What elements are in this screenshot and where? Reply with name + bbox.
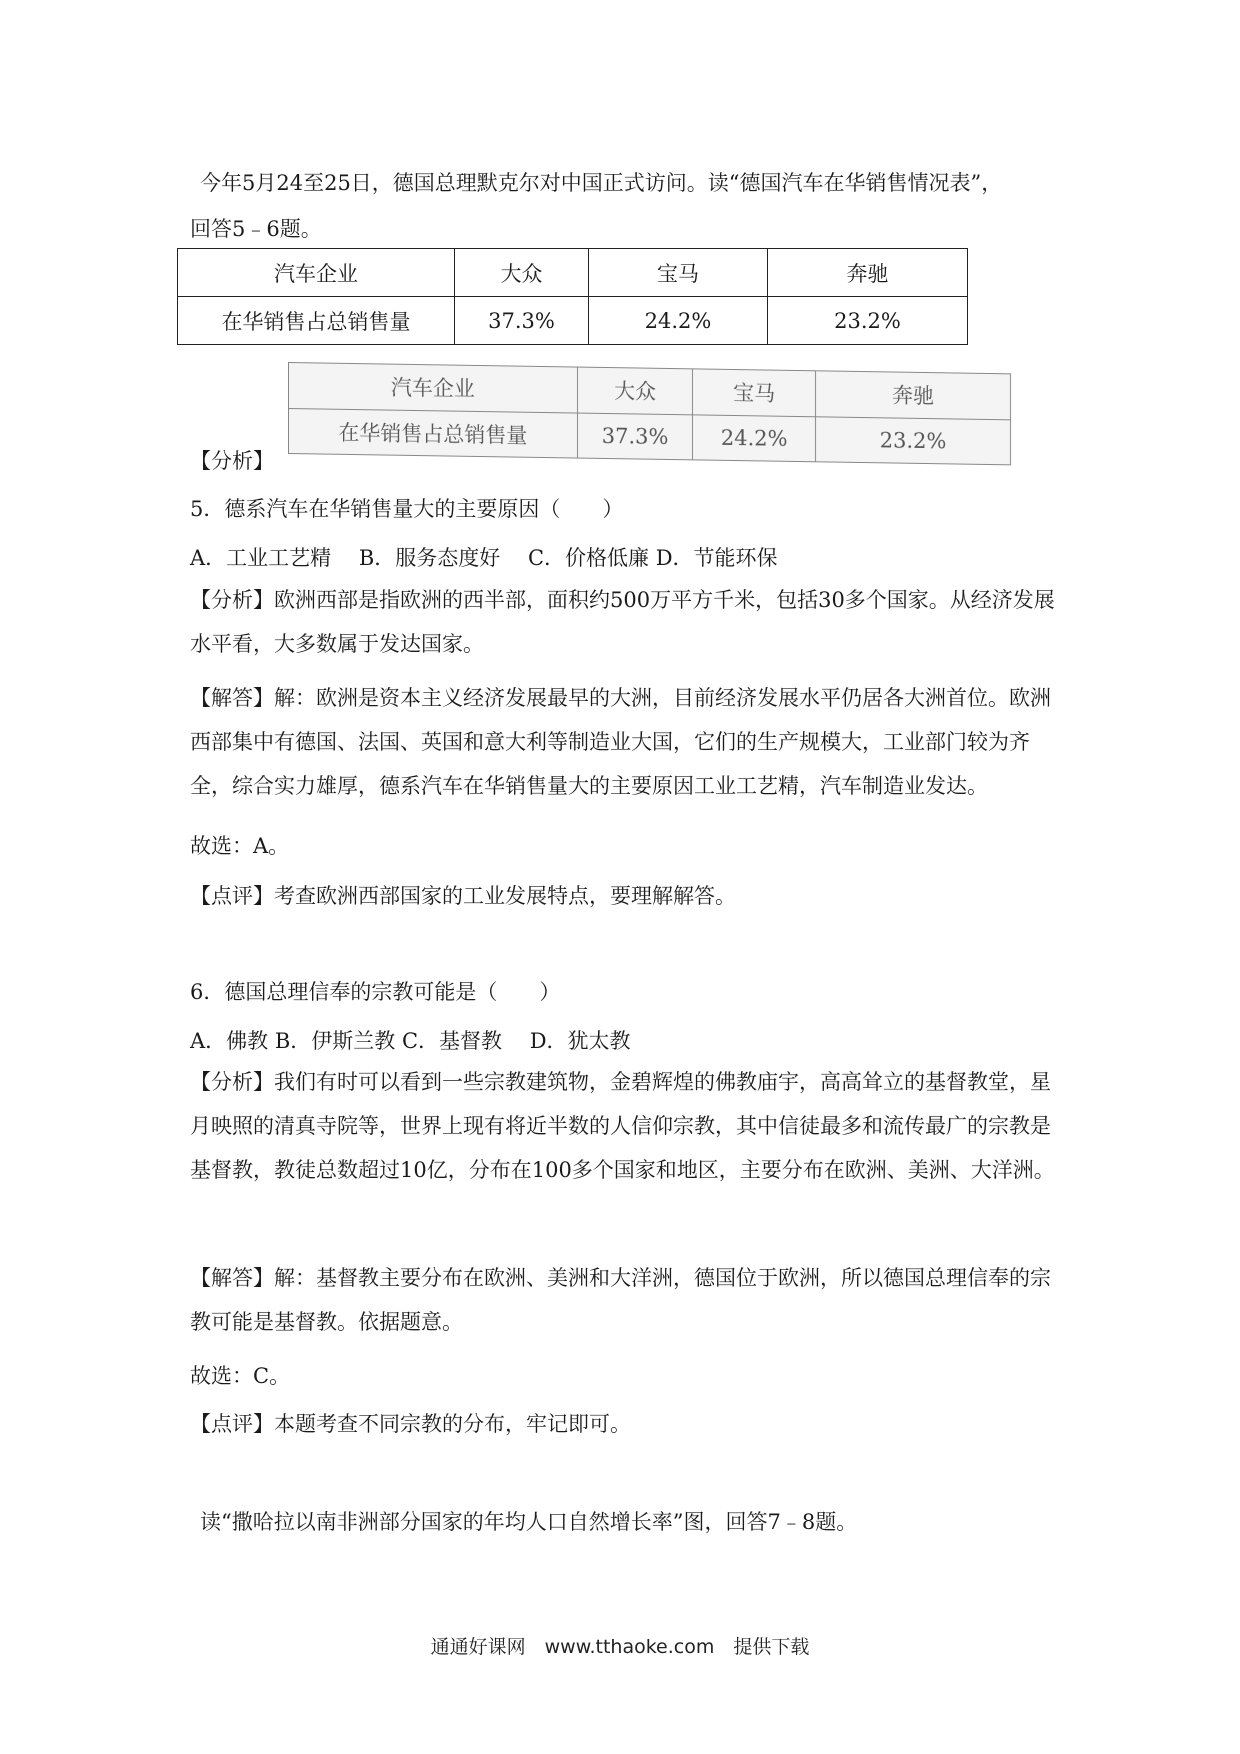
q5-solution: 【解答】解：欧洲是资本主义经济发展最早的大洲，目前经济发展水平仍居各大洲首位。欧洲西部集中有德国、法国、英国和意大利等制造业大国，它们的生产规模大，工业部门较为齐全，综合实力雄厚，德系汽车在华销售量大的主要原因工业工艺精，汽车制造业发达。 xyxy=(190,686,1051,798)
q6-comment: 【点评】本题考查不同宗教的分布，牢记即可。 xyxy=(190,1412,631,1436)
q6-answer: 故选：C。 xyxy=(190,1364,291,1388)
header-cell: 大众 xyxy=(455,249,589,297)
q5-options: A．工业工艺精 B．服务态度好 C．价格低廉 D．节能环保 xyxy=(190,546,778,570)
header-cell: 奔驰 xyxy=(768,249,968,297)
table-row xyxy=(178,297,968,345)
scanned-cell: 24.2% xyxy=(693,414,816,461)
table-header-row xyxy=(178,249,968,297)
page-footer: 通通好课网 www.tthaoke.com 提供下载 xyxy=(430,1636,810,1658)
q6-options: A．佛教 B．伊斯兰教 C．基督教 D．犹太教 xyxy=(190,1029,631,1053)
scanned-table-image xyxy=(288,362,1011,465)
header-cell: 宝马 xyxy=(589,249,768,297)
table-cell: 在华销售占总销售量 xyxy=(178,297,455,345)
scanned-table xyxy=(288,362,1011,465)
scanned-cell: 在华销售占总销售量 xyxy=(289,408,578,458)
scanned-cell: 宝马 xyxy=(693,369,816,416)
q6-analysis: 【分析】我们有时可以看到一些宗教建筑物，金碧辉煌的佛教庙宇，高高耸立的基督教堂，星月映照的清真寺院等，世界上现有将近半数的人信仰宗教，其中信徒最多和流传最广的宗教是基督教，教徒总数超过10亿，分布在100多个国家和地区，主要分布在欧洲、美洲、大洋洲。 xyxy=(190,1070,1055,1182)
scanned-cell: 奔驰 xyxy=(816,371,1011,420)
scanned-cell: 37.3% xyxy=(577,413,693,460)
analysis-label: 【分析】 xyxy=(190,449,274,473)
table-cell: 23.2% xyxy=(768,297,968,345)
q5-stem: 5．德系汽车在华销售量大的主要原因（ ） xyxy=(190,497,624,521)
q5-answer: 故选：A。 xyxy=(190,834,290,858)
intro-passage xyxy=(190,160,1080,252)
table-cell: 24.2% xyxy=(589,297,768,345)
q5-analysis: 【分析】欧洲西部是指欧洲的西半部，面积约500万平方千米，包括30多个国家。从经济发展水平看，大多数属于发达国家。 xyxy=(190,588,1055,656)
car-sales-table xyxy=(177,248,968,345)
table-cell: 37.3% xyxy=(455,297,589,345)
intro-line-2: 回答5﹣6题。 xyxy=(190,217,322,241)
q6-solution: 【解答】解：基督教主要分布在欧洲、美洲和大洋洲，德国位于欧洲，所以德国总理信奉的宗教可能是基督教。依据题意。 xyxy=(190,1266,1051,1334)
scanned-cell: 汽车企业 xyxy=(289,363,578,413)
q5-comment: 【点评】考查欧洲西部国家的工业发展特点，要理解解答。 xyxy=(190,884,736,908)
scanned-cell: 大众 xyxy=(577,367,693,414)
q7-intro: 读“撒哈拉以南非洲部分国家的年均人口自然增长率”图，回答7﹣8题。 xyxy=(200,1510,858,1534)
scanned-cell: 23.2% xyxy=(816,416,1011,465)
intro-line-1: 今年5月24至25日，德国总理默克尔对中国正式访问。读“德国汽车在华销售情况表”， xyxy=(200,171,1003,195)
q6-stem: 6．德国总理信奉的宗教可能是（ ） xyxy=(190,980,561,1004)
header-cell: 汽车企业 xyxy=(178,249,455,297)
